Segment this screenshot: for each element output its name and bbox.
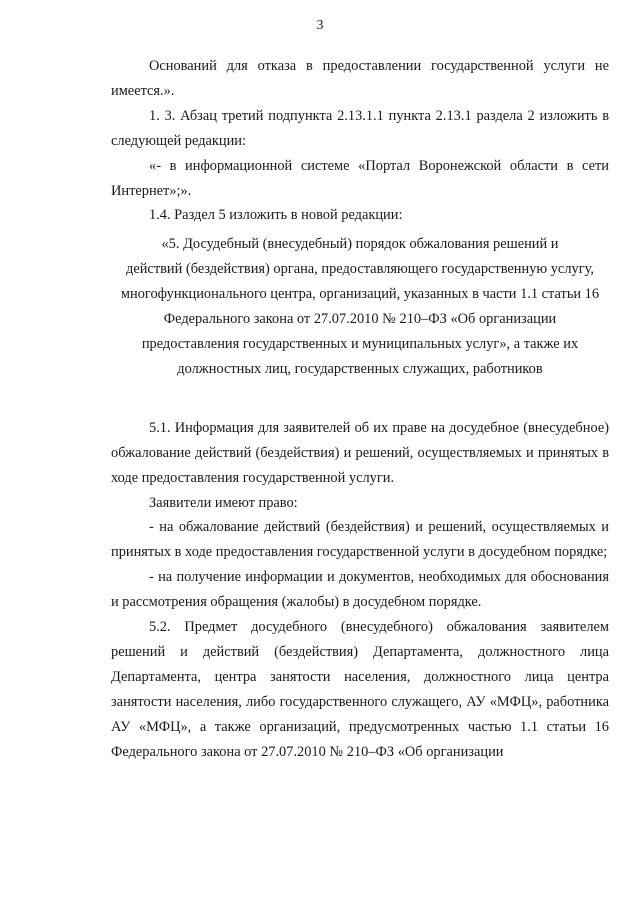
paragraph-5-2: 5.2. Предмет досудебного (внесудебного) обжалования заявителем решений и действий (бездействия) Департамента, должностного лица Департамента, центра занятости населения, должностного лица центра занятости населения, либо государственного служащего, АУ «МФЦ», работника АУ «МФЦ», а также организаций, предусмотренных частью 1.1 статьи 16 Федерального закона от 27.07.2010 № 210–ФЗ «Об организации: [111, 619, 609, 760]
spacer: [111, 382, 609, 416]
heading-line: Федерального закона от 27.07.2010 № 210–ФЗ «Об организации: [163, 311, 557, 328]
document-body: [111, 54, 609, 764]
section-5-heading: [111, 232, 609, 381]
page-number: 3: [316, 18, 324, 33]
paragraph-amendment-1-3: 1. 3. Абзац третий подпункта 2.13.1.1 пункта 2.13.1 раздела 2 изложить в следующей редакции:: [111, 107, 609, 149]
heading-line: многофункционального центра, организаций, указанных в части 1.1 статьи 16: [120, 286, 600, 303]
paragraph-5-1: 5.1. Информация для заявителей об их праве на досудебное (внесудебное) обжалование действий (бездействия) и решений, осуществляемых и принятых в ходе предоставления государственной услуги.: [111, 419, 609, 486]
heading-line: действий (бездействия) органа, предоставляющего государственную услугу,: [126, 261, 594, 278]
heading-line: «5. Досудебный (внесудебный) порядок обжалования решений и: [161, 236, 559, 253]
paragraph-right-appeal: - на обжалование действий (бездействия) и решений, осуществляемых и принятых в ходе предоставления государственной услуги в досудебном порядке;: [111, 519, 609, 561]
paragraph-amendment-1-4: 1.4. Раздел 5 изложить в новой редакции:: [149, 207, 403, 224]
paragraph-no-grounds: Оснований для отказа в предоставлении государственной услуги не имеется.».: [111, 58, 609, 99]
paragraph-applicants-rights: Заявители имеют право:: [149, 494, 298, 511]
paragraph-right-information: - на получение информации и документов, необходимых для обоснования и рассмотрения обращения (жалобы) в досудебном порядке.: [111, 569, 609, 611]
heading-line: должностных лиц, государственных служащих, работников: [177, 360, 543, 377]
heading-line: предоставления государственных и муниципальных услуг», а также их: [141, 335, 579, 352]
paragraph-portal: «- в информационной системе «Портал Воронежской области в сети Интернет»;».: [111, 157, 609, 199]
